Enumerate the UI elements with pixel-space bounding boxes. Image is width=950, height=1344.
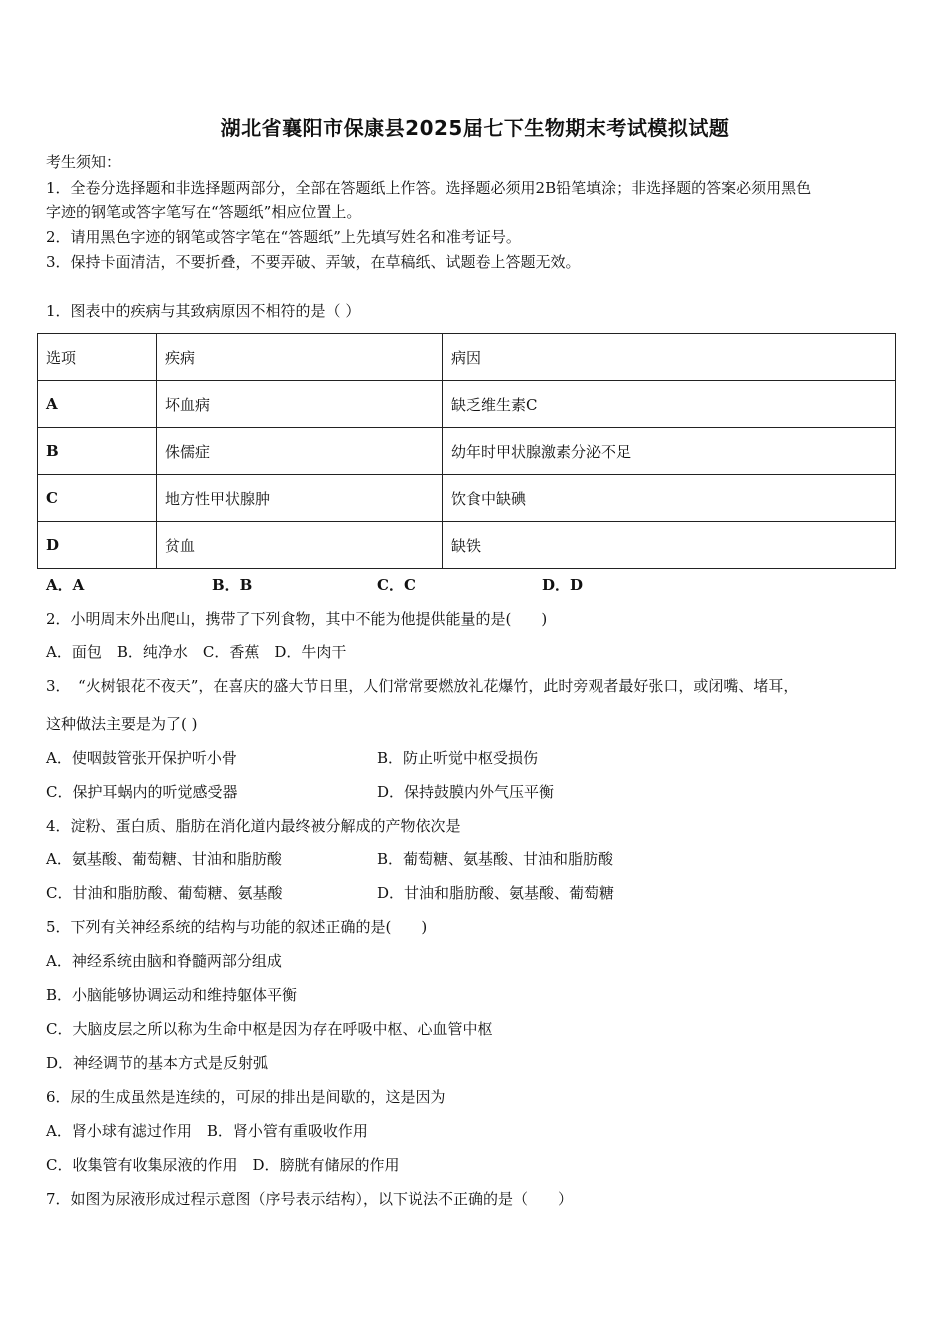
q3-stem-line-1: 3． “火树银花不夜天”，在喜庆的盛大节日里，人们常常要燃放礼花爆竹，此时旁观者最好张口，或闭嘴、堵耳， (46, 677, 799, 695)
q1-option-b: B．B (212, 576, 253, 594)
q1-option-a: A．A (46, 576, 85, 594)
q3-option-a: A．使咽鼓管张开保护听小骨 (46, 749, 237, 767)
table-cell-disease: 侏儒症 (157, 428, 443, 475)
q4-option-b: B．葡萄糖、氨基酸、甘油和脂肪酸 (377, 850, 614, 868)
notice-item-3: 3．保持卡面清洁，不要折叠，不要弄破、弄皱，在草稿纸、试题卷上答题无效。 (46, 253, 581, 271)
q5-stem: 5．下列有关神经系统的结构与功能的叙述正确的是( ) (46, 918, 428, 936)
table-row (38, 522, 896, 569)
notice-item-2: 2．请用黑色字迹的钢笔或答字笔在“答题纸”上先填写姓名和准考证号。 (46, 228, 521, 246)
q3-stem-line-2: 这种做法主要是为了( ) (46, 715, 198, 733)
q6-stem: 6．尿的生成虽然是连续的，可尿的排出是间歇的，这是因为 (46, 1088, 446, 1106)
q5-option-b: B．小脑能够协调运动和维持躯体平衡 (46, 986, 298, 1004)
q4-option-d: D．甘油和脂肪酸、氨基酸、葡萄糖 (377, 884, 615, 902)
notice-item-1-line-2: 字迹的钢笔或答字笔写在“答题纸”相应位置上。 (46, 203, 362, 221)
q4-option-c: C．甘油和脂肪酸、葡萄糖、氨基酸 (46, 884, 283, 902)
q2-options: A．面包 B．纯净水 C．香蕉 D．牛肉干 (46, 643, 347, 661)
q1-option-c: C．C (377, 576, 416, 594)
q2-stem: 2．小明周末外出爬山，携带了下列食物，其中不能为他提供能量的是( ) (46, 610, 548, 628)
page-title: 湖北省襄阳市保康县2025届七下生物期末考试模拟试题 (220, 116, 730, 140)
notice-heading: 考生须知： (46, 153, 122, 171)
table-cell-option: D (38, 522, 157, 569)
table-cell-option: C (38, 475, 157, 522)
q7-stem: 7．如图为尿液形成过程示意图（序号表示结构），以下说法不正确的是（ ） (46, 1190, 574, 1208)
q1-option-d: D．D (542, 576, 584, 594)
table-row (38, 381, 896, 428)
table-cell-option: A (38, 381, 157, 428)
q3-option-b: B．防止听觉中枢受损伤 (377, 749, 539, 767)
table-cell-cause: 饮食中缺碘 (443, 475, 896, 522)
q3-option-d: D．保持鼓膜内外气压平衡 (377, 783, 555, 801)
q1-table (37, 333, 896, 569)
q5-option-a: A．神经系统由脑和脊髓两部分组成 (46, 952, 282, 970)
notice-item-1-line-1: 1．全卷分选择题和非选择题两部分，全部在答题纸上作答。选择题必须用2B铅笔填涂；非选择题的答案必须用黑色 (46, 179, 812, 197)
q6-options-cd: C．收集管有收集尿液的作用 D．膀胱有储尿的作用 (46, 1156, 400, 1174)
table-cell-cause: 缺铁 (443, 522, 896, 569)
table-header-cell: 病因 (443, 334, 896, 381)
q6-options-ab: A．肾小球有滤过作用 B．肾小管有重吸收作用 (46, 1122, 368, 1140)
table-row (38, 475, 896, 522)
q4-stem: 4．淀粉、蛋白质、脂肪在消化道内最终被分解成的产物依次是 (46, 817, 461, 835)
table-row (38, 428, 896, 475)
table-header-cell: 选项 (38, 334, 157, 381)
table-cell-disease: 贫血 (157, 522, 443, 569)
table-header-cell: 疾病 (157, 334, 443, 381)
q5-option-c: C．大脑皮层之所以称为生命中枢是因为存在呼吸中枢、心血管中枢 (46, 1020, 493, 1038)
table-cell-disease: 地方性甲状腺肿 (157, 475, 443, 522)
q5-option-d: D．神经调节的基本方式是反射弧 (46, 1054, 269, 1072)
table-cell-cause: 幼年时甲状腺激素分泌不足 (443, 428, 896, 475)
q3-option-c: C．保护耳蜗内的听觉感受器 (46, 783, 238, 801)
q4-option-a: A．氨基酸、葡萄糖、甘油和脂肪酸 (46, 850, 282, 868)
table-cell-cause: 缺乏维生素C (443, 381, 896, 428)
q1-stem: 1．图表中的疾病与其致病原因不相符的是（ ） (46, 302, 361, 320)
table-cell-disease: 坏血病 (157, 381, 443, 428)
table-header-row (38, 334, 896, 381)
table-cell-option: B (38, 428, 157, 475)
